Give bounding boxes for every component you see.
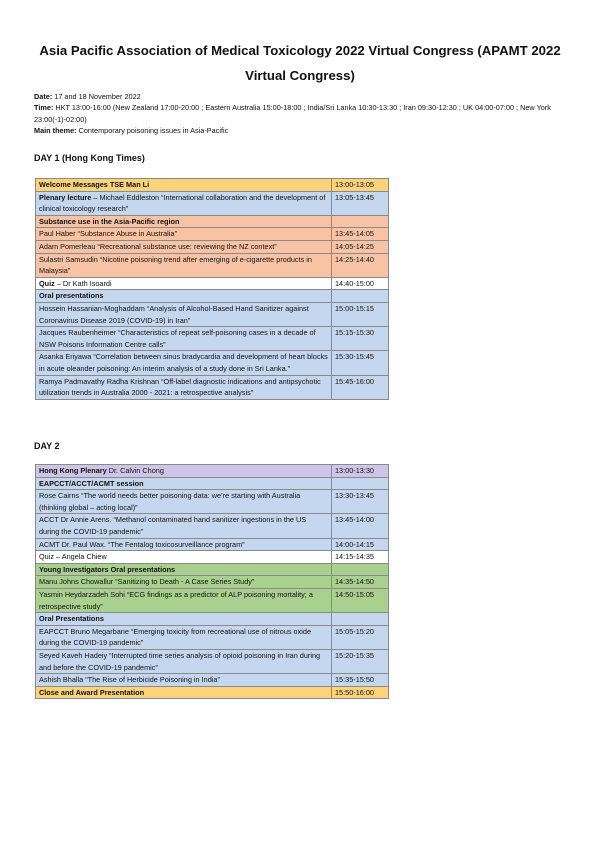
session-time: 14:05-14:25 [332, 240, 389, 253]
day2-heading: DAY 2 [34, 441, 60, 451]
schedule-row [36, 290, 389, 303]
session-title: Oral Presentations [39, 614, 104, 624]
session-cell [36, 240, 332, 253]
day1-schedule-table [35, 178, 389, 400]
schedule-row [36, 625, 389, 649]
session-time: 14:35-14:50 [332, 576, 389, 589]
session-cell [36, 253, 332, 277]
session-time [332, 613, 389, 626]
session-cell [36, 674, 332, 687]
session-time: 13:05-13:45 [332, 191, 389, 215]
session-detail: Asanka Eriyawa “Correlation between sinus bradycardia and development of heart blocks in acute oleander poisoning: An interim analysis of a study done in Sri Lanka.” [39, 352, 328, 373]
schedule-row [36, 302, 389, 326]
session-title: Close and Award Presentation [39, 687, 145, 697]
session-title: Hong Kong Plenary [39, 466, 107, 475]
session-detail: Jacques Raubenheimer “Characteristics of repeat self-poisoning cases in a decade of NSW Poisons Information Centre calls” [39, 328, 316, 349]
session-detail: Dr. Calvin Chong [106, 466, 164, 475]
page-title: Asia Pacific Association of Medical Toxicology 2022 Virtual Congress (APAMT 2022 Virtual Congress) [39, 43, 561, 83]
session-detail: Hossein Hassanian-Moghaddam “Analysis of Alcohol-Based Hand Sanitizer against Coronavirus Disease 2019 (COVID-19) in Iran” [39, 303, 309, 325]
schedule-row [36, 477, 389, 490]
schedule-row [36, 649, 389, 673]
session-time: 14:15-14:35 [332, 551, 389, 564]
schedule-row [36, 490, 389, 514]
session-time: 15:00-15:15 [332, 302, 389, 326]
session-cell [36, 538, 332, 551]
day2-schedule-table [35, 464, 389, 699]
schedule-row [36, 215, 389, 228]
session-title: EAPCCT/ACCT/ACMT session [39, 478, 144, 488]
schedule-row [36, 674, 389, 687]
session-time: 15:30-15:45 [332, 351, 389, 375]
session-cell [36, 613, 332, 626]
session-time: 13:00-13:30 [332, 465, 389, 478]
session-cell [36, 465, 332, 478]
session-detail: ACMT Dr. Paul Wax. “The Fentalog toxicosurveillance program” [39, 539, 245, 549]
session-cell [36, 277, 332, 290]
schedule-row [36, 465, 389, 478]
session-time [332, 215, 389, 228]
session-cell [36, 290, 332, 303]
time-line: Time: HKT 13:00-16:00 (New Zealand 17:00-20:00 ; Eastern Australia 15:00-18:00 ; India/Sri Lanka 10:30-13:30 ; Iran 09:30-12:30 ; UK 04:00-07:00 ; New York 23:00(-1)-02:00) [34, 103, 551, 124]
session-time: 15:50-16:00 [332, 686, 389, 699]
session-cell [36, 490, 332, 514]
session-cell [36, 375, 332, 399]
session-time: 15:05-15:20 [332, 625, 389, 649]
session-time: 15:20-15:35 [332, 649, 389, 673]
session-detail: – Dr Kath Isoardi [54, 278, 112, 288]
session-detail: Yasmin Heydarzadeh Sohi “ECG findings as a predictor of ALP poisoning mortality; a retrospective study” [39, 589, 313, 611]
session-cell [36, 649, 332, 673]
session-detail: – Michael Eddleston “International collaboration and the development of clinical toxicology research” [39, 192, 326, 214]
session-detail: Rose Cairns “The world needs better poisoning data: we’re starting with Australia (thinking global – acting local)” [39, 491, 301, 512]
schedule-row [36, 375, 389, 399]
session-cell [36, 327, 332, 351]
session-detail: Ramya Padmavathy Radha Krishnan “Off-label diagnostic indications and antipsychotic utilization trends in Australia 2000 - 2021: a retrospective analysis” [39, 376, 321, 398]
session-detail: ACCT Dr Annie Arens. “Methanol contaminated hand sanitizer ingestions in the US during the COVID-19 pandemic” [39, 515, 307, 536]
event-meta [34, 91, 574, 136]
schedule-row [36, 686, 389, 699]
schedule-row [36, 563, 389, 576]
session-time: 13:45-14:00 [332, 514, 389, 538]
schedule-row [36, 179, 389, 192]
session-time: 14:00-14:15 [332, 538, 389, 551]
session-cell [36, 588, 332, 612]
schedule-row [36, 351, 389, 375]
schedule-row [36, 514, 389, 538]
schedule-row [36, 327, 389, 351]
session-cell [36, 686, 332, 699]
session-time: 15:45-16:00 [332, 375, 389, 399]
session-title: Plenary lecture [39, 192, 92, 202]
session-time: 14:25-14:40 [332, 253, 389, 277]
session-cell [36, 215, 332, 228]
schedule-row [36, 191, 389, 215]
session-detail: Adam Pomerleau “Recreational substance use: reviewing the NZ context” [39, 241, 277, 251]
session-time [332, 563, 389, 576]
session-detail: EAPCCT Bruno Megarbane “Emerging toxicity from recreational use of nitrous oxide during the COVID-19 pandemic” [39, 626, 312, 648]
session-time [332, 477, 389, 490]
session-cell [36, 477, 332, 490]
session-cell [36, 514, 332, 538]
session-title: Oral presentations [39, 291, 104, 301]
session-cell [36, 351, 332, 375]
schedule-row [36, 240, 389, 253]
session-title: Substance use in the Asia-Pacific region [39, 216, 180, 226]
session-cell [36, 625, 332, 649]
session-cell [36, 576, 332, 589]
schedule-row [36, 576, 389, 589]
schedule-row [36, 277, 389, 290]
session-time: 14:40-15:00 [332, 277, 389, 290]
session-cell [36, 228, 332, 241]
date-line: Date: 17 and 18 November 2022 [34, 92, 141, 101]
session-detail: Seyed Kaveh Hadeiy “Interrupted time series analysis of opioid poisoning in Iran during and before the COVID-19 pandemic” [39, 650, 321, 672]
session-time: 14:50-15:05 [332, 588, 389, 612]
session-time: 15:35-15:50 [332, 674, 389, 687]
session-title: Quiz [39, 278, 55, 288]
session-cell [36, 551, 332, 564]
session-detail: Quiz – Angela Chiew [39, 552, 107, 562]
schedule-row [36, 538, 389, 551]
session-cell [36, 179, 332, 192]
session-title: Young Investigators Oral presentations [39, 564, 176, 574]
session-detail: Ashish Bhalla “The Rise of Herbicide Poisoning in India” [39, 675, 220, 685]
session-cell [36, 191, 332, 215]
session-cell [36, 563, 332, 576]
session-time [332, 290, 389, 303]
theme-line: Main theme: Contemporary poisoning issues in Asia-Pacific [34, 125, 229, 135]
session-detail: Manu Johns Chowallur “Sanitizing to Death - A Case Series Study” [39, 577, 255, 587]
session-time: 13:45-14:05 [332, 228, 389, 241]
schedule-row [36, 613, 389, 626]
session-cell [36, 302, 332, 326]
session-time: 13:30-13:45 [332, 490, 389, 514]
schedule-row [36, 253, 389, 277]
schedule-row [36, 228, 389, 241]
session-title: Welcome Messages TSE Man Li [39, 180, 150, 189]
day1-heading: DAY 1 (Hong Kong Times) [34, 153, 145, 163]
session-detail: Sulastri Samsudin “Nicotine poisoning trend after emerging of e-cigarette products in Malaysia” [39, 254, 312, 276]
session-detail: Paul Haber “Substance Abuse in Australia” [39, 229, 177, 239]
session-time: 15:15-15:30 [332, 327, 389, 351]
schedule-row [36, 551, 389, 564]
schedule-row [36, 588, 389, 612]
session-time: 13:00-13:05 [332, 179, 389, 192]
